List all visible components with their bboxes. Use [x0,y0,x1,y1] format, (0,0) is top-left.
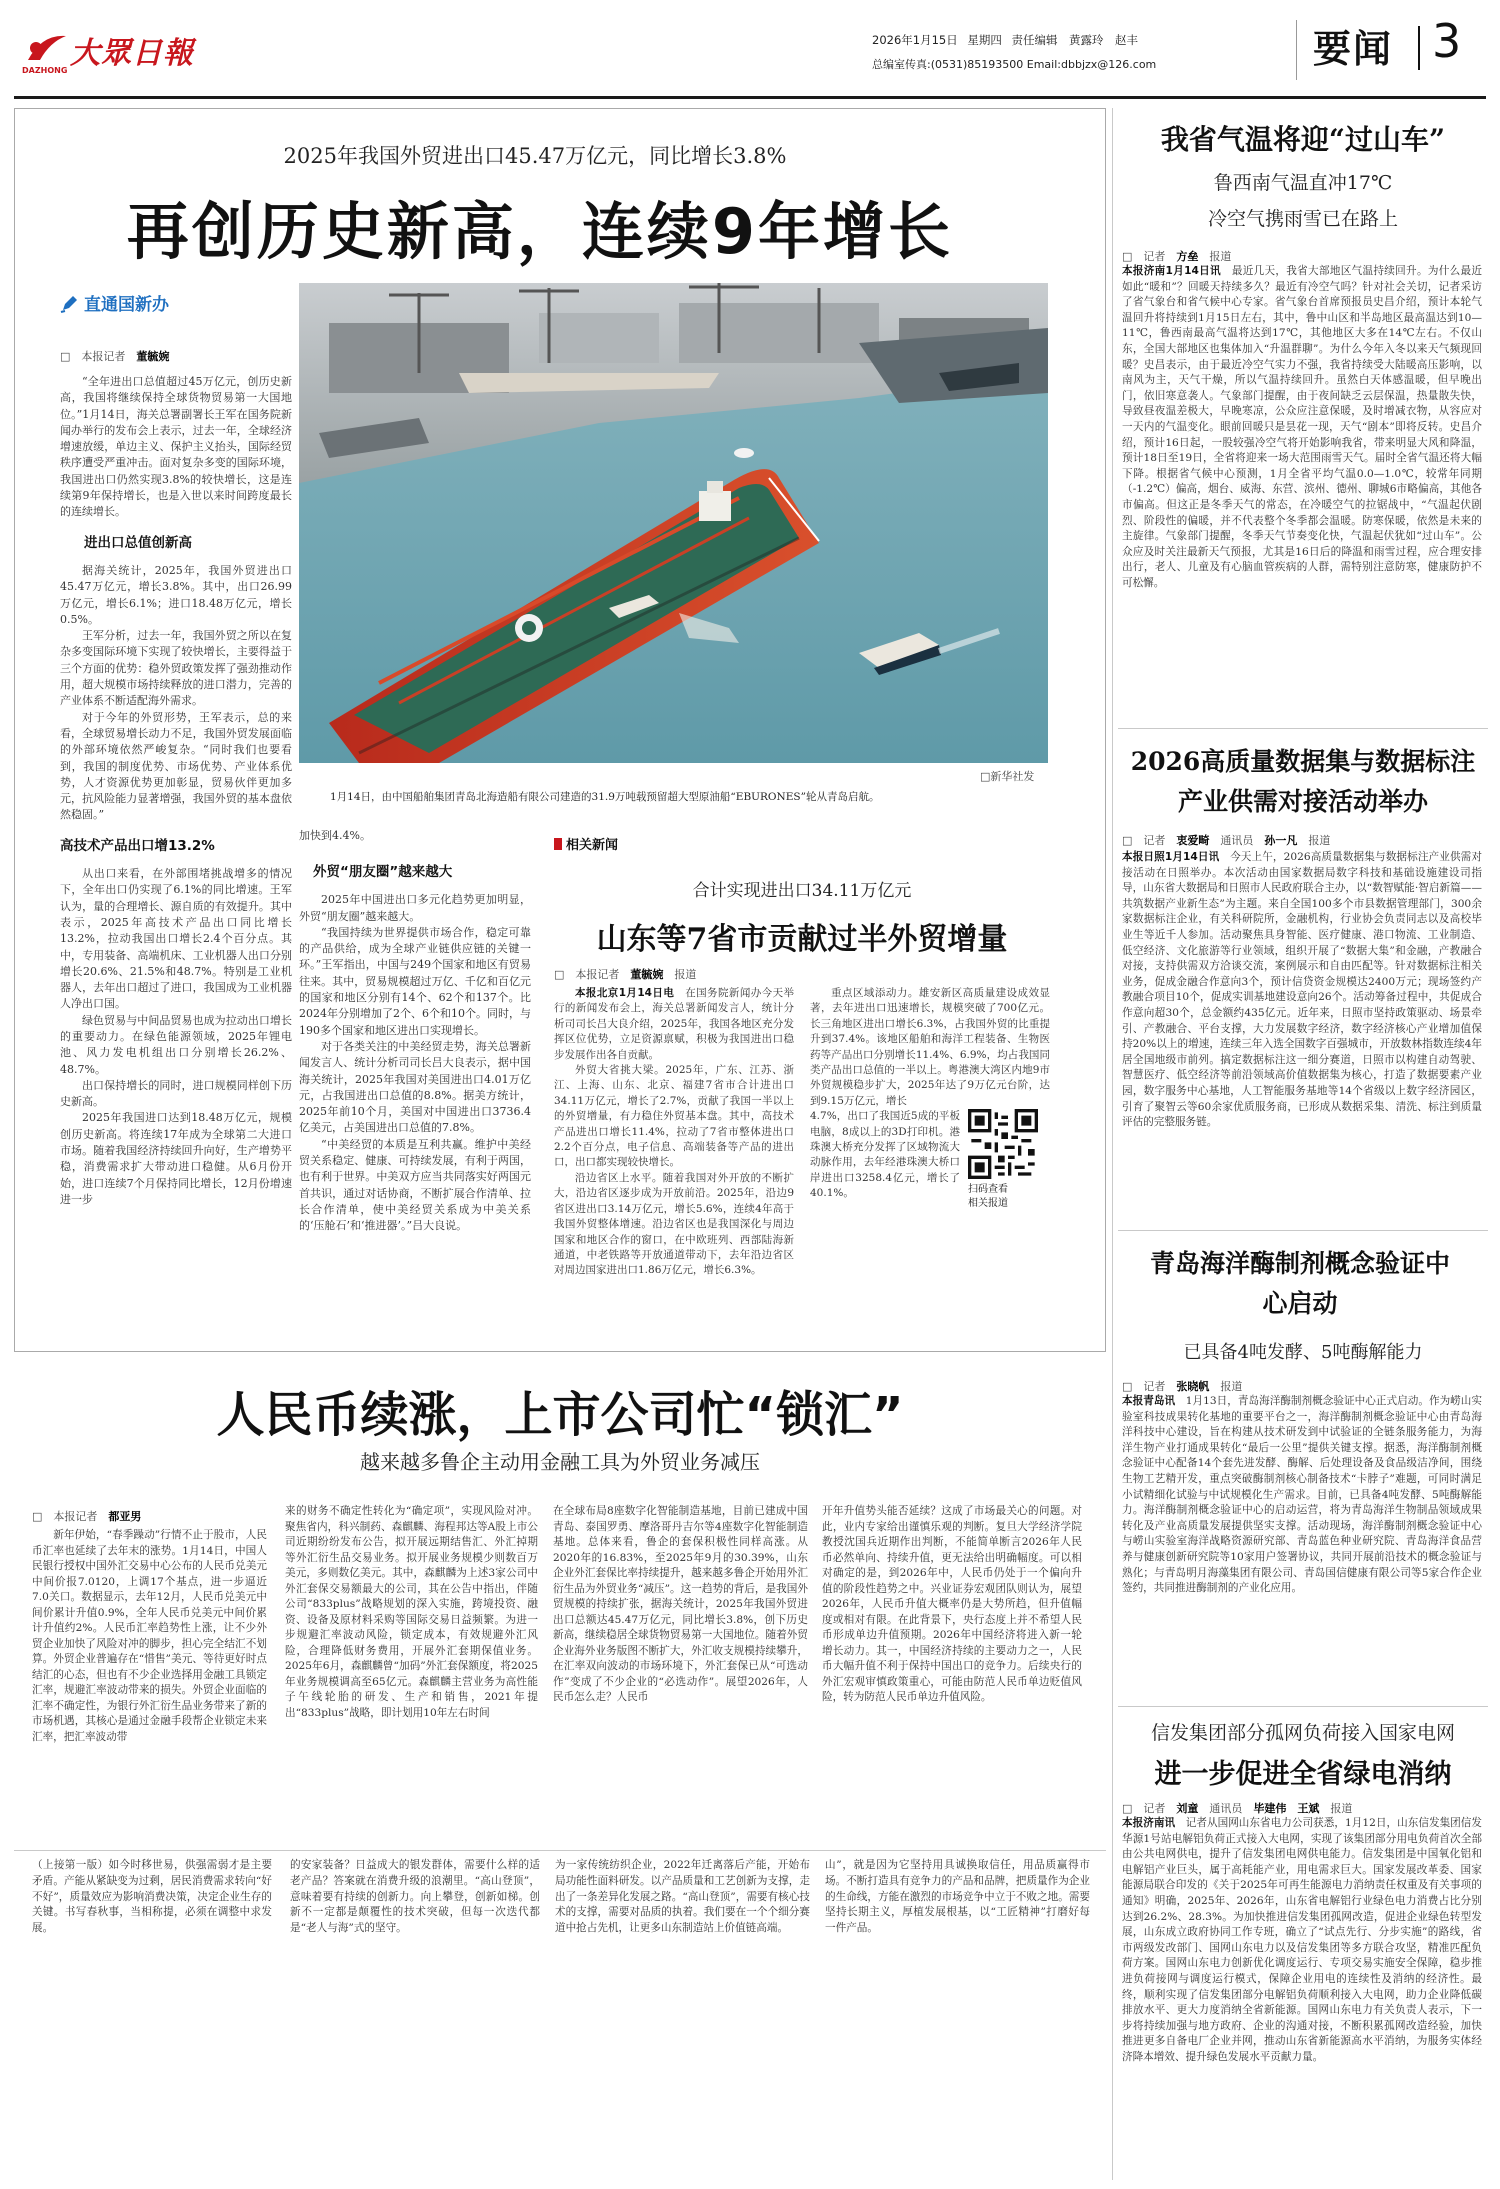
data-body: 本报日照1月14日讯 今天上午，2026高质量数据集与数据标注产业供需对接活动在日照举办。本次活动由国家数据局数字科技和基础设施建设司指导，山东省大数据局和日照市人民政府联合主办，以“数智赋能·智启新篇——共筑数据产业新生态”为主题。来自全国100多个市县数据管理部门，300余家数据标注企业，有关科研院所，金融机构，行业协会负责同志以及高校毕业生等近千人参加。活动聚焦具身智能、医疗健康、港口物流、工业制造、低空经济、文化旅游等行业领域，组织开展了“数据大集”和金融，产教融合对接，支持供需双方洽谈交流，案例展示和自由匹配等。针对数据标注相关业务，促成金融合作意向3个，预计信贷资金规模达2400万元；现场签约产教融合项目10个，促成实训基地建设意向26个。活动筹备过程中，共促成合作意向超30个，总金额约435亿元。近年来，日照市坚持政策驱动、场景牵引、产教融合、平台支撑，大力发展数字经济，数字经济核心产业增加值保持20%以上的增速，连续三年入选全国数字百强城市，开放数林指数连续4年居全国地级市前列。搞定数据标注这一细分赛道，日照市以构建自动驾驶、智慧医疗、低空经济等前沿领域高价值数据集为核心，打造了数据要素产业园，数字服务中心基地，人工智能服务基地等14个省级以上数字经济园区，引育了聚智云等60余家优质服务商，已形成从数据采集、清洗、标注到质量评估的完整服务链。 [1122,851,1482,1129]
lead-paragraph: “我国持续为世界提供市场合作，稳定可靠的产品供给，成为全球产业链供应链的关键一环。”王军指出，中国与249个国家和地区有贸易往来。其中，贸易规模超过万亿、千亿和百亿元的国家和地区分别有14个、62个和137个。比2024年分别增加了2个、6个和10个。同时，与190多个国家和地区进出口实现增长。 [299,925,531,1037]
lead-paragraph: 王军分析，过去一年，我国外贸之所以在复杂多变国际环境下实现了较快增长，主要得益于三个方面的优势：稳外贸政策发挥了强劲推动作用，超大规模市场持续释放的进口潜力，完善的产业体系不断适配海外需求。 [60,629,292,708]
data-headline: 2026高质量数据集与数据标注产业供需对接活动举办 [1130,747,1476,816]
related-paragraph: 本报北京1月14日电 在国务院新闻办今天举行的新闻发布会上，海关总署新闻发言人，统计分析司司长吕大良介绍，2025年，我国各地区充分发挥区位优势，立足资源禀赋，积极为我国进出口稳步发展作出各自贡献。 [554,987,794,1061]
weather-sub1: 鲁西南气温直冲17℃ [1213,172,1393,194]
issue-date: 2026年1月15日 [872,33,958,47]
qr-block[interactable] [968,1109,1048,1211]
rmb-col2: 来的财务不确定性转化为“确定项”，实现风险对冲。聚焦省内，科兴制药、森麒麟、海程邦达等A股上市公司近期纷纷发布公告，拟开展远期结售汇、外汇掉期等外汇衍生品交易业务。拟开展业务规模少则数百万美元，多则数亿美元。其中，森麒麟为上述3家公司中外汇套保交易额最大的公司，其在公告中指出，伴随公司“833plus”战略规划的深入实施，跨境投资、融资、设备及原材料采购等国际交易日益频繁。为进一步规避汇率波动风险，锁定成本，有效规避外汇风险，合理降低财务费用，开展外汇套期保值业务。2025年6月，森麒麟曾“加码”外汇套保额度，将2025年业务规模调高至65亿元。森麒麟主营业务为高性能子午线轮胎的研发、生产和销售，2021年提出“833plus”战略，即计划用10年左右时间 [285,1505,538,1719]
cont-col2: 的安家装备？日益成大的银发群体，需要什么样的适老产品？答案就在消费升级的浪潮里。“高山登顶”，意味着要有持续的创新力。向上攀登，创新如梯。创新不一定都是颠覆性的技术突破，但每一次迭代都是“老人与海”式的坚守。 [290,1859,540,1935]
masthead-rule [14,96,1486,99]
lead-paragraph: 从出口来看，在外部围堵挑战增多的情况下，全年出口仍实现了6.1%的同比增速。王军认为，量的合理增长、源自质的有效提升。其中表示，2025年高技术产品出口同比增长13.2%，拉动我国出口增长2.4个百分点。其中，专用装备、高端机床、工业机器人出口分别增长20.6%、21.5%和48.7%。特别是工业机器人，去年出口超过了进口，我国成为工业机器人净出口国。 [60,867,292,1011]
lead-byline: □ 本报记者 董毓婉 [60,350,170,363]
section-name: 要闻 [1313,27,1394,71]
rmb-col4: 开年升值势头能否延续？这成了市场最关心的问题。对此，业内专家给出谨慎乐观的判断。复旦大学经济学院教授沈国兵近期作出判断，不能简单断言2026年人民币必然单向、持续升值，更无法给出明确幅度。可以相对确定的是，到2026年中，人民币仍处于一个偏向升值的阶段性趋势之中。兴业证券宏观团队则认为，展望2026年，人民币升值大概率仍是大势所趋，但升值幅度或相对有限。在此背景下，央行态度上并不希望人民币形成单边升值预期。2026年中国经济将进入新一轮增长动力。其一，中国经济持续的主要动力之一，人民币大幅升值不利于保持中国出口的竞争力。后续央行的外汇宏观审慎政策重心，可能由防范人民币单边贬值风险，转为防范人民币单边升值风险。 [822,1505,1082,1703]
weather-byline: □ 记者 方垒 报道 [1122,250,1232,263]
related-label: 相关新闻 [554,834,618,853]
lead-paragraph: 2025年中国进出口多元化趋势更加明显，外贸“朋友圈”越来越大。 [299,893,531,923]
grid-headline-1: 信发集团部分孤网负荷接入国家电网 [1150,1722,1455,1744]
rmb-col3: 在全球布局8座数字化智能制造基地，目前已建成中国青岛、泰国罗勇、摩洛哥丹吉尔等4座数字化智能制造基地。总体来看，鲁企的套保积极性同样高涨。从2020年的16.83%，至2025年9月的30.39%，山东企业外汇套保比率持续提升，越来越多鲁企开始用外汇衍生品为外贸业务“减压”。这一趋势的背后，是我国外贸规模的持续扩张，据海关统计，2025年我国外贸进出口总额达45.47万亿元，同比增长3.8%，创下历史新高，继续稳居全球货物贸易第一大国地位。随着外贸企业海外业务版图不断扩大，外汇收支规模持续攀升，在汇率双向波动的市场环境下，外汇套保已从“可选动作”变成了不少企业的“必选动作”。展望2026年，人民币怎么走？人民币 [553,1505,808,1703]
cont-col1: （上接第一版）如今时移世易，供强需弱才是主要矛盾。产能从紧缺变为过剩，居民消费需求转向“好不好”，质量效应为影响消费决策，决定企业生存的关键。书写春秋事，当相称提，必须在调整中求发展。 [32,1859,272,1935]
lead-headline: 再创历史新高，连续9年增长 [126,195,954,268]
grid-body: 本报济南讯 记者从国网山东省电力公司获悉，1月12日，山东信发集团信发华源1号站电解铝负荷正式接入大电网，实现了该集团部分用电负荷首次全部由公共电网供电，提升了信发集团电网供电能力。信发集团是中国氧化铝和电解铝产业巨头，属于高耗能产业，用电需求巨大。国家发展改革委、国家能源局联合印发的《关于2025年可再生能源电力消纳责任权重及有关事项的通知》明确，2025年、2026年，山东省电解铝行业绿色电力消费占比分别达到26.2%、28.3%。为加快推进信发集团孤网改造，促进企业绿色转型发展，山东成立政府协同工作专班，确立了“试点先行、分步实施”的路线，省市两级发改部门、国网山东电力以及信发集团等多方联合攻坚，精准匹配负荷方案。国网山东电力创新优化调度运行、专项交易实施安全保障，稳步推进负荷接网与调度运行模式，保障企业用电的连续性及消纳的经济性。最终，顺利实现了信发集团部分电解铝负荷顺利接入大电网，助力企业降低碳排放水平、更大力度消纳全省新能源。国网山东电力有关负责人表示，下一步将持续加强与地方政府、企业的沟通对接，不断积累孤网改造经验，加快推进更多自备电厂企业并网，推动山东省新能源高水平消纳，为服务实体经济降本增效、提升绿色发展水平贡献力量。 [1122,1817,1482,2063]
related-paragraph: 沿边省区上水平。随着我国对外开放的不断扩大，沿边省区逐步成为开放前沿。2025年，沿边9省区进出口3.14万亿元，增长5.6%，连续4年高于我国外贸整体增速。沿边省区也是我国深化与周边国家和地区合作的窗口，在中欧班列、西部陆海新通道，中老铁路等开放通道带动下，去年沿边省区对周边国家进出口1.86万亿元，增长6.3%。 [554,1171,794,1277]
rmb-byline: □ 本报记者 都亚男 [32,1510,142,1523]
newspaper-logo-icon [22,30,68,66]
related-paragraph: 重点区域添动力。雄安新区高质量建设成效显著，去年进出口迅速增长，规模突破了700亿元。长三角地区进出口增长6.3%，占我国外贸的比重提升到37.4%。该地区船舶和海洋工程装备、生物医药等产品出口分别增长11.4%、6.9%，均占我国同类产品出口总值的一半以上。粤港澳大湾区内地9市外贸规模稳步扩大，2025年达了9万亿元台阶，达到9.15万亿元，增长 [810,987,1050,1107]
lead-kicker: 2025年我国外贸进出口45.47万亿元，同比增长3.8% [283,144,787,168]
lead-subhead-1: 进出口总值创新高 [84,534,192,551]
page-divider [1418,26,1420,70]
lead-subhead-3: 外贸“朋友圈”越来越大 [313,864,453,881]
tanker-photo [299,283,1048,763]
masthead [0,0,1500,102]
grid-headline-2: 进一步促进全省绿电消纳 [1154,1759,1452,1790]
section-rule [1118,728,1488,729]
channel-label: 直通国新办 [84,295,169,315]
rmb-headline: 人民币续涨，上市公司忙“锁汇” [216,1387,904,1443]
weather-body: 本报济南1月14日讯 最近几天，我省大部地区气温持续回升。为什么最近如此“暖和”？回暖天持续多久？最近有冷空气吗？针对社会关切，记者采访了省气象台和省气候中心专家。省气象台首席预报员史昌介绍，预计本轮气温回升将持续到1月15日左右，其中，鲁中山区和半岛地区最高温达到10—11℃，鲁西南最高气温将达到17℃，其他地区大多在14℃左右。不仅山东，全国大部地区也集体加入“升温群聊”。为什么今年入冬以来天气频现回暖？史昌表示，由于最近冷空气实力不强，我省持续受大陆暖高压影响，以南风为主，天气干燥，所以气温持续回升。虽然白天体感温暖，但早晚出门，依旧寒意袭人。气象部门提醒，由于夜间缺乏云层保温，热量散失快，导致昼夜温差极大，早晚寒凉，公众应注意保暖，及时增减衣物，从容应对一天内的气温变化。眼前回暖只是昙花一现，天气“剧本”即将反转。史昌介绍，预计16日起，一股较强冷空气将开始影响我省，带来明显大风和降温，预计18日至19日，全省将迎来一场大范围雨雪天气。届时全省气温还将大幅下降。根据省气候中心预测，1月全省平均气温0.0—1.0℃，较常年同期（-1.2℃）偏高，烟台、威海、东营、滨州、德州、聊城6市略偏高，其他各市偏高。但这正是冬季天气的常态，在冷暖空气的拉锯战中，“气温起伏剧烈、阶段性的偏暖，并不代表整个冬季都会温暖。防寒保暖，依然是未来的主旋律。气象部门提醒，冬季天气节奏变化快，气温起伏犹如“过山车”。公众应及时关注最新天气预报，尤其是16日后的降温和雨雪过程，应合理安排出行，老人、儿童及有心脑血管疾病的人群，需特别注意防寒，健康防护不可松懈。 [1122,265,1482,589]
lead-paragraph: 加快到4.4%。 [299,829,371,842]
lead-photo [299,283,1048,763]
editor-credit: 责任编辑 黄露玲 赵丰 [1011,33,1139,47]
masthead-sub: DAZHONG [22,66,68,75]
masthead-name: 大眾日報 [70,36,194,71]
column-divider [1112,108,1113,2180]
lead-paragraph: 2025年我国进口达到18.48万亿元，规模创历史新高。将连续17年成为全球第二大进口市场。随着我国经济持续回升向好，生产增势平稳，消费需求扩大带动进口稳健。从6月份开始，进口连续7个月保持同比增长，12月份增速进一步 [60,1111,292,1206]
rmb-subheadline: 越来越多鲁企主动用金融工具为外贸业务减压 [360,1450,760,1474]
ocean-sub: 已具备4吨发酵、5吨酶解能力 [1183,1342,1423,1363]
lead-paragraph: “中美经贸的本质是互利共赢。维护中美经贸关系稳定、健康、可持续发展，有利于两国，也有利于世界。中美双方应当共同落实好两国元首共识，通过对话协商，不断扩展合作清单、拉长合作清单，使中美经贸关系成为中美关系的‘压舱石’和‘推进器’。”吕大良说。 [299,1137,531,1233]
lead-paragraph: “全年进出口总值超过45万亿元，创历史新高，我国将继续保持全球货物贸易第一大国地位。”1月14日，海关总署副署长王军在国务院新闻办举行的发布会上表示，过去一年，全球经济增速放缓，单边主义、保护主义抬头，国际经贸秩序遭受严重冲击。面对复杂多变的国际环境，我国进出口仍然实现3.8%的较快增长，这是连续第9年保持增长，也是入世以来时间跨度最长的连续增长。 [60,375,292,519]
section-rule [1118,1230,1488,1231]
related-col1 [554,986,794,1334]
related-headline: 山东等7省市贡献过半外贸增量 [596,922,1008,957]
masthead-logo [20,28,194,78]
qr-code-icon[interactable] [968,1109,1038,1179]
related-byline: □ 本报记者 董毓婉 报道 [554,968,697,981]
pen-icon [60,295,78,313]
cont-col3: 为一家传统纺织企业，2022年迁离落后产能，开始布局功能性面料研发。以产品质量和工艺创新为支撑，走出了一条差异化发展之路。“高山登顶”，需要有核心技术的支撑，需要对品质的执着。我们要在一个个细分赛道中抢占先机，让更多山东制造站上价值链高端。 [555,1859,810,1935]
related-paragraph: 外贸大省挑大梁。2025年，广东、江苏、浙江、上海、山东、北京、福建7省市合计进出口34.11万亿元，增长了2.7%，贡献了我国一半以上的外贸增量，有力稳住外贸基本盘。其中，高技术产品进出口增长11.4%，拉动了7省市整体进出口2.2个百分点，电子信息、高端装备等产品的进出口，出口都实现较快增长。 [554,1064,794,1169]
lead-paragraph: 绿色贸易与中间品贸易也成为拉动出口增长的重要动力。在绿色能源领域，2025年锂电池、风力发电机组出口分别增长26.2%、48.7%。 [60,1013,292,1076]
related-paragraph: 4.7%，出口了我国近5成的平板电脑，8成以上的3D打印机。港珠澳大桥充分发挥了区域物流大动脉作用，去年经港珠澳大桥口岸进出口3258.4亿元，增长了40.1%。 [810,1110,960,1200]
contact-line: 总编室传真:(0531)85193500 Email:dbbjzx@126.com [872,58,1157,71]
label-bar-icon [554,838,562,850]
rmb-col1: 新年伊始，“春季躁动”行情不止于股市，人民币汇率也延续了去年末的涨势。1月14日，中国人民银行授权中国外汇交易中心公布的人民币兑美元中间价报7.0120，上调17个基点，进一步逼近7.0关口。数据显示，去年12月，人民币兑美元中间价累计升值0.9%，全年人民币兑美元中间价累计升值约2%。人民币汇率趋势性上涨，让不少外贸企业加快了风险对冲的脚步，担心完全结汇不划算。外贸企业普遍存在“惜售”美元、等待更好时点结汇的心态，但也有不少企业选择用金融工具锁定汇率，规避汇率波动带来的损失。外贸企业面临的汇率不确定性，为银行外汇衍生品业务带来了新的市场机遇，其核心是通过金融手段帮企业锁定未来汇率，把汇率波动带 [32,1529,267,1743]
section-rule [1118,1706,1488,1707]
qr-label: 扫码查看 相关报道 [968,1184,1008,1210]
related-kicker: 合计实现进出口34.11万亿元 [692,881,912,901]
weather-headline: 我省气温将迎“过山车” [1160,123,1446,156]
page-number: 3 [1432,14,1462,68]
photo-caption: 1月14日，由中国船舶集团青岛北海造船有限公司建造的31.9万吨载预留超大型原油船“EBURONES”轮从青岛启航。 [330,791,880,803]
ocean-body: 本报青岛讯 1月13日，青岛海洋酶制剂概念验证中心正式启动。作为崂山实验室科技成果转化基地的重要平台之一，海洋酶制剂概念验证中心由青岛海洋科技中心建设，旨在构建从技术研发到中试验证的全链条服务能力，为海洋生物产业打通成果转化“最后一公里”提供关键支撑。据悉，海洋酶制剂概念验证中心配备14个套先进发酵、酶解、后处理设备及食品级洁净间，围绕生物工艺精开发，重点突破酶制剂核心制备技术“卡脖子”难题，可同时满足小试精细化试验与中试规模化生产需求。目前，已具备4吨发酵、5吨酶解能力。海洋酶制剂概念验证中心的启动运营，将为青岛海洋生物制品领域成果转化及产业高质量发展提供坚实支撑。活动现场，海洋酶制剂概念验证中心与崂山实验室海洋战略资源研究部、青岛蓝色种业研究院、青岛海洋食品营养与健康创新研究院等10家用户签署协议，共同开展前沿技术的概念验证与熟化；与青岛明月海藻集团有限公司、青岛国信健康有限公司等5家合作企业签约，共同推进酶制剂的产业化应用。 [1122,1395,1482,1595]
lead-paragraph: 对于今年的外贸形势，王军表示，总的来看，全球贸易增长动力不足，我国外贸发展面临的外部环境依然严峻复杂。“同时我们也要看到，我国的制度优势、市场优势、产业体系优势，人才资源优势更加彰显，贸易伙伴更加多元，抗风险能力显著增强，我国外贸的基本盘依然稳固。” [60,710,292,822]
photo-credit: □新华社发 [980,770,1035,783]
lead-paragraph: 对于各类关注的中美经贸走势，海关总署新闻发言人、统计分析司司长吕大良表示，据中国海关统计，2025年我国对美国进出口4.01万亿元，占我国进出口总值的8.8%。据美方统计，2025年前10个月，美国对中国进出口3736.4亿美元，占美国进出口总值的7.8%。 [299,1039,531,1135]
lead-paragraph: 据海关统计，2025年，我国外贸进出口45.47万亿元，增长3.8%。其中，出口26.99万亿元，增长6.1%；进口18.48万亿元，增长0.5%。 [60,563,292,626]
weather-sub2: 冷空气携雨雪已在路上 [1207,208,1398,230]
lead-col2 [299,828,531,1328]
lead-subhead-2: 高技术产品出口增13.2% [60,837,215,854]
issue-weekday: 星期四 [967,33,1002,47]
related-col2 [810,986,1050,1334]
section-rule [14,1850,1106,1851]
channel-tag [60,290,169,315]
ocean-byline: □ 记者 张晓帆 报道 [1122,1380,1243,1393]
ocean-headline: 青岛海洋酶制剂概念验证中心启动 [1149,1249,1450,1318]
section-divider [1296,20,1297,80]
lead-col1 [60,374,292,1387]
data-byline: □ 记者 衷爱畸 通讯员 孙一凡 报道 [1122,834,1331,847]
lead-paragraph: 出口保持增长的同时，进口规模同样创下历史新高。 [60,1078,292,1109]
grid-byline: □ 记者 刘童 通讯员 毕建伟 王斌 报道 [1122,1802,1353,1815]
cont-col4: 山”，就是因为它坚持用具诚换取信任，用品质赢得市场。不断打造具有竞争力的产品和品牌，把质量作为企业的生命线，方能在激烈的市场竞争中立于不败之地。需要坚持长期主义，厚植发展根基，以“工匠精神”打磨好每一件产品。 [825,1859,1090,1935]
